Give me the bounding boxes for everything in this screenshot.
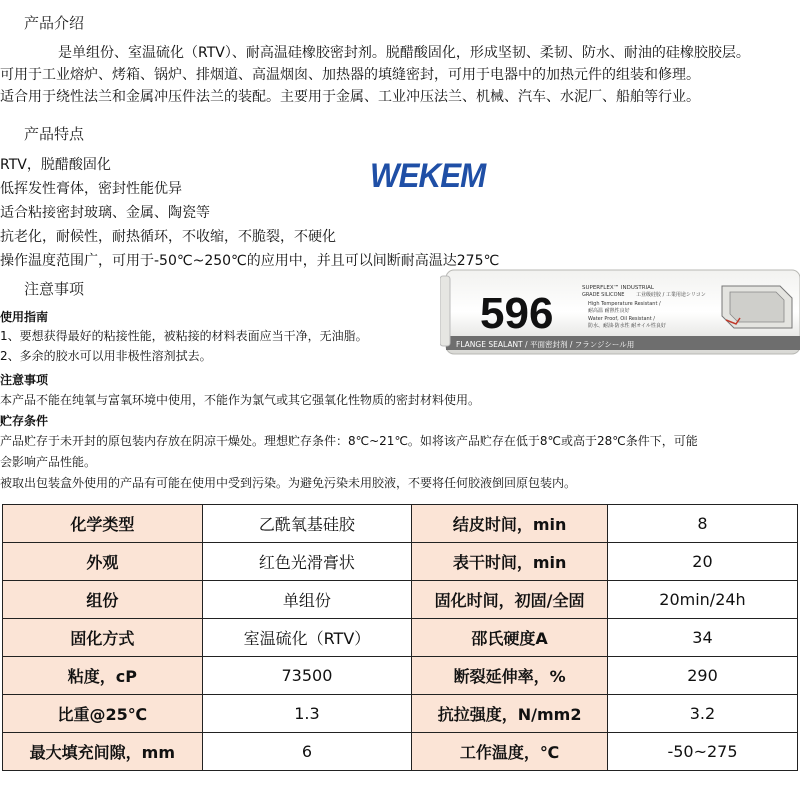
spec-value: -50~275 (607, 733, 797, 771)
spec-key: 固化方式 (3, 619, 203, 657)
spec-value: 6 (202, 733, 412, 771)
intro-line-2: 可用于工业熔炉、烤箱、锅炉、排烟道、高温烟囱、加热器的填缝密封，可用于电器中的加热元件的组装和修理。 (0, 67, 700, 83)
spec-value: 290 (607, 657, 797, 695)
spec-key: 最大填充间隙，mm (3, 733, 203, 771)
product-band: FLANGE SEALANT / 平面密封剂 / フランジシール用 (456, 340, 635, 349)
usage-line: 2、多余的胶水可以用非极性溶剂拭去。 (0, 349, 212, 363)
product-number: 596 (480, 289, 554, 338)
feature-item: 低挥发性膏体，密封性能优异 (0, 181, 182, 197)
engine-part-illustration (722, 286, 792, 328)
spec-key: 表干时间，min (412, 543, 608, 581)
spec-key: 断裂延伸率，% (412, 657, 608, 695)
product-bullet-1-cn: 耐高温 耐熱性良好 (588, 308, 630, 314)
spec-key: 组份 (3, 581, 203, 619)
intro-title: 产品介绍 (24, 14, 85, 32)
storage-title: 贮存条件 (0, 414, 49, 428)
spec-key: 外观 (3, 543, 203, 581)
spec-value: 73500 (202, 657, 412, 695)
spec-value: 乙酰氧基硅胶 (202, 505, 412, 543)
table-row (3, 619, 798, 657)
table-row (3, 581, 798, 619)
spec-key: 化学类型 (3, 505, 203, 543)
spec-table (2, 504, 798, 771)
spec-value: 20 (607, 543, 797, 581)
spec-value: 20min/24h (607, 581, 797, 619)
intro-line-3: 适合用于绕性法兰和金属冲压件法兰的装配。主要用于金属、工业冲压法兰、机械、汽车、水泥厂、船舶等行业。 (0, 89, 700, 105)
spec-key: 邵氏硬度A (412, 619, 608, 657)
storage-line: 被取出包装盒外使用的产品有可能在使用中受到污染。为避免污染未用胶液，不要将任何胶液倒回原包装内。 (0, 476, 577, 490)
product-grade-jp: 工业级硅胶 / 工業用途シリコン (636, 292, 706, 298)
usage-title: 使用指南 (0, 310, 49, 324)
table-row (3, 657, 798, 695)
product-grade: GRADE SILICONE (582, 292, 625, 298)
features-title: 产品特点 (24, 125, 85, 143)
usage-line: 1、要想获得最好的粘接性能，被粘接的材料表面应当干净，无油脂。 (0, 329, 368, 343)
product-tube-image (440, 262, 800, 362)
notice-heading: 注意事项 (24, 280, 85, 298)
intro-line-1: 是单组份、室温硫化（RTV）、耐高温硅橡胶密封剂。脱醋酸固化，形成坚韧、柔韧、防水、耐油的硅橡胶胶层。 (58, 45, 750, 61)
storage-line: 会影响产品性能。 (0, 455, 97, 469)
feature-item: RTV，脱醋酸固化 (0, 157, 111, 173)
feature-item: 适合粘接密封玻璃、金属、陶瓷等 (0, 205, 210, 221)
feature-item: 操作温度范围广，可用于-50℃~250℃的应用中，并且可以间断耐高温达275℃ (0, 253, 500, 269)
spec-key: 结皮时间，min (412, 505, 608, 543)
caution-title: 注意事项 (0, 373, 49, 387)
spec-value: 室温硫化（RTV） (202, 619, 412, 657)
product-bullet-2: Water Proof, Oil Resistant / (588, 316, 655, 322)
spec-key: 抗拉强度，N/mm2 (412, 695, 608, 733)
spec-value: 3.2 (607, 695, 797, 733)
wekem-logo: WEKEM (370, 157, 486, 195)
spec-value: 8 (607, 505, 797, 543)
table-row (3, 543, 798, 581)
storage-line: 产品贮存于未开封的原包装内存放在阴凉干燥处。理想贮存条件：8℃~21℃。如将该产品贮存在低于8℃或高于28℃条件下，可能 (0, 434, 698, 448)
spec-value: 1.3 (202, 695, 412, 733)
table-row (3, 695, 798, 733)
spec-key: 比重@25℃ (3, 695, 203, 733)
spec-key: 粘度，cP (3, 657, 203, 695)
table-row (3, 505, 798, 543)
spec-value: 34 (607, 619, 797, 657)
caution-text: 本产品不能在纯氧与富氧环境中使用，不能作为氯气或其它强氧化性物质的密封材料使用。 (0, 393, 481, 407)
table-row (3, 733, 798, 771)
product-bullet-2-cn: 防水、耐油·防水性 耐オイル性良好 (588, 323, 666, 329)
feature-item: 抗老化，耐候性，耐热循环，不收缩，不脆裂，不硬化 (0, 229, 336, 245)
spec-key: 工作温度，℃ (412, 733, 608, 771)
product-brand: SUPERFLEX™ INDUSTRIAL (582, 285, 654, 291)
product-bullet-1: High Temperature Resistant / (588, 301, 661, 307)
spec-key: 固化时间，初固/全固 (412, 581, 608, 619)
spec-value: 红色光滑膏状 (202, 543, 412, 581)
spec-value: 单组份 (202, 581, 412, 619)
